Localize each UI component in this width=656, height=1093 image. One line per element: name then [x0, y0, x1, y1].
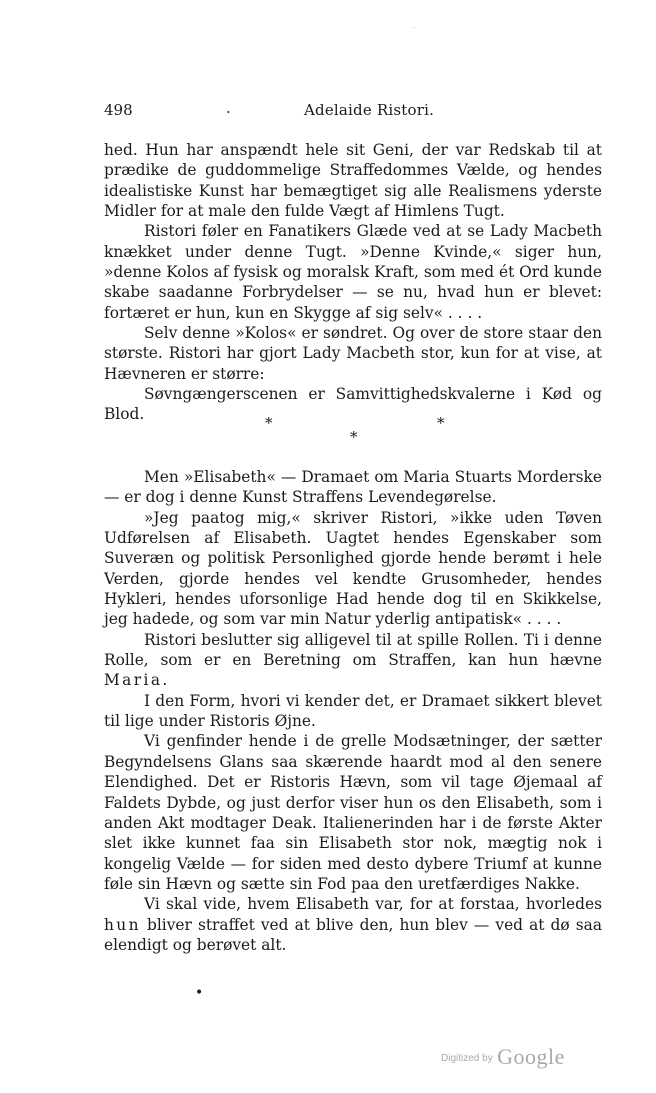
- paragraph: Men »Elisabeth« — Dramaet om Maria Stuarts Morderske — er dog i denne Kunst Straffens Levendegørelse.: [104, 468, 602, 507]
- stray-dot: •: [195, 985, 204, 1001]
- asterisk: *: [437, 414, 445, 432]
- watermark-prefix: Digitized by: [441, 1053, 493, 1064]
- period: .: [162, 671, 168, 690]
- google-logo: Google: [497, 1044, 565, 1069]
- text-section-2: [104, 467, 602, 955]
- paragraph: Vi genfinder hende i de grelle Modsætninger, der sætter Begyndelsens Glans saa skærende haardt mod al den senere Elendighed. Det er Ristoris Hævn, som vil tage Øjemaal af Faldets Dybde, og just derfor viser hun os den Elisabeth, som i anden Akt modtager Deak. Italienerinden har i de første Akter slet ikke kunnet faa sin Elisabeth stor nok, mægtig nok i kongelig Vælde — for siden med desto dybere Triumf at kunne føle sin Hævn og sætte sin Fod paa den uretfærdiges Nakke.: [104, 732, 602, 893]
- paragraph-text: bliver straffet ved at blive den, hun blev — ved at dø saa elendigt og berøvet alt.: [104, 915, 602, 954]
- paragraph-text: Ristori beslutter sig alligevel til at spille Rollen. Ti i denne Rolle, som er en Beretning om Straffen, kan hun hævne: [104, 630, 602, 670]
- paragraph: [104, 630, 602, 691]
- paragraph: Søvngængerscenen er Samvittighedskvalerne i Kød og Blod.: [104, 385, 602, 424]
- asterisk: *: [350, 428, 358, 446]
- page-header: [104, 101, 601, 123]
- stray-mark: -: [413, 24, 416, 31]
- section-break: [104, 414, 602, 448]
- paragraph: Ristori føler en Fanatikers Glæde ved at se Lady Macbeth knækket under denne Tugt. »Denne Kvinde,« siger hun, »denne Kolos af fysisk og moralsk Kraft, som med ét Ord kunde skabe saadanne Forbrydelser — se nu, hvad hun er blevet: fortæret er hun, kun en Skygge af sig selv« . . . .: [104, 222, 602, 322]
- emphasized-name: Maria: [104, 671, 163, 690]
- asterisk: *: [265, 414, 273, 432]
- running-title: Adelaide Ristori.: [304, 101, 435, 119]
- google-watermark: [441, 1044, 565, 1070]
- paragraph: I den Form, hvori vi kender det, er Dramaet sikkert blevet til lige under Ristoris Øjne.: [104, 691, 602, 731]
- paragraph: »Jeg paatog mig,« skriver Ristori, »ikke uden Tøven Udførelsen af Elisabeth. Uagtet hendes Egenskaber som Suveræn og politisk Personlighed gjorde hende berømt i hele Verden, gjorde hendes vel kendte Grusomheder, hendes Hykleri, hendes uforsonlige Had hende dog til en Skikkelse, jeg hadede, og som var min Natur yderlig antipatisk« . . . .: [104, 508, 602, 629]
- page-number: 498: [104, 101, 133, 119]
- paragraph-text: Vi skal vide, hvem Elisabeth var, for at forstaa, hvorledes: [144, 895, 602, 914]
- emphasized-word: hun: [104, 915, 141, 934]
- paragraph: hed. Hun har anspændt hele sit Geni, der var Redskab til at prædike de guddommelige Straffedommes Vælde, og hendes idealistiske Kunst har bemægtiget sig alle Realismens yderste Midler for at male den fulde Vægt af Himlens Tugt.: [104, 141, 602, 221]
- text-section-1: [104, 140, 602, 425]
- paragraph: Selv denne »Kolos« er søndret. Og over de store staar den største. Ristori har gjort Lady Macbeth stor, kun for at vise, at Hævneren er større:: [104, 324, 602, 383]
- paragraph: [104, 894, 602, 955]
- header-separator: .: [226, 99, 231, 117]
